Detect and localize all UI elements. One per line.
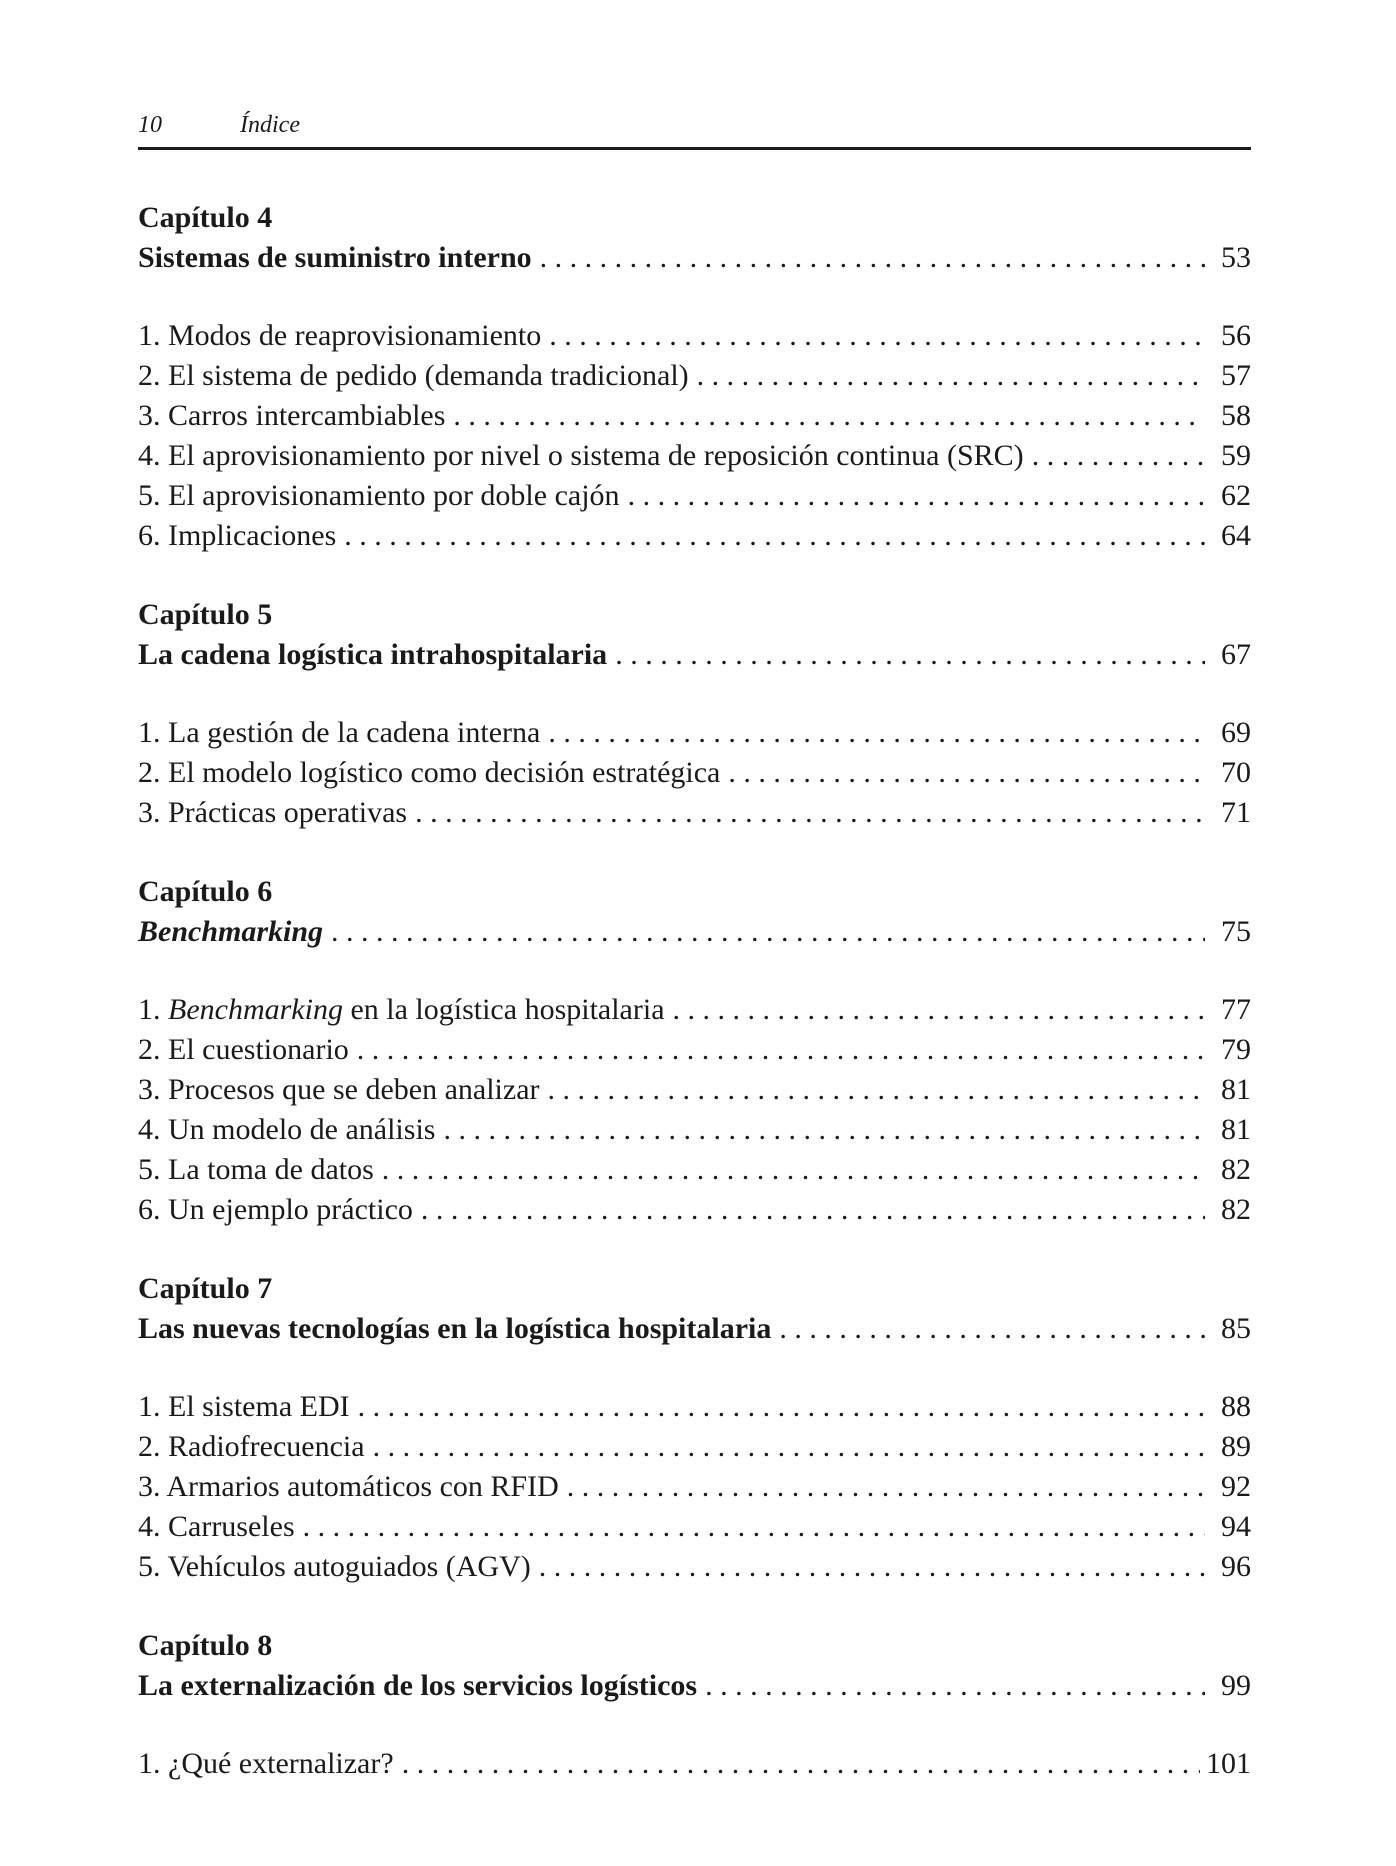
chapter-title: Las nuevas tecnologías en la logística hospitalaria bbox=[138, 1312, 772, 1345]
toc-entry-page-number: 101 bbox=[1206, 1747, 1251, 1780]
dot-leader bbox=[358, 1387, 1205, 1427]
chapter-page-number: 75 bbox=[1221, 915, 1251, 948]
chapter-title-entry[interactable] bbox=[138, 1309, 1251, 1349]
toc-entry-label: 1. El sistema EDI bbox=[138, 1390, 350, 1423]
toc-entry-label bbox=[138, 990, 665, 1030]
chapter-title-italic: Benchmarking bbox=[138, 915, 324, 948]
chapter-title: Sistemas de suministro interno bbox=[138, 241, 532, 274]
toc-entry-label: 5. La toma de datos bbox=[138, 1153, 374, 1186]
chapter-page-number: 53 bbox=[1221, 241, 1251, 274]
toc-entry-prefix: 1. bbox=[138, 993, 168, 1026]
toc-entry-rest: en la logística hospitalaria bbox=[342, 993, 665, 1026]
toc-entry-label: 3. Armarios automáticos con RFID bbox=[138, 1470, 559, 1503]
toc-entry-page-number: 79 bbox=[1221, 1033, 1251, 1066]
toc-entry-page-number: 82 bbox=[1221, 1193, 1251, 1226]
chapter-title: La externalización de los servicios logísticos bbox=[138, 1669, 698, 1702]
toc-entry-page-number: 62 bbox=[1221, 479, 1251, 512]
toc-entry[interactable] bbox=[138, 1744, 1251, 1784]
toc-entry[interactable] bbox=[138, 1150, 1251, 1190]
toc-entry-page-number: 92 bbox=[1221, 1470, 1251, 1503]
chapter-block bbox=[138, 872, 1251, 1230]
toc-entry[interactable] bbox=[138, 793, 1251, 833]
toc-entry-label: 2. El modelo logístico como decisión estratégica bbox=[138, 756, 721, 789]
toc-entry-label: 1. ¿Qué externalizar? bbox=[138, 1747, 394, 1780]
toc-entry-label: 6. Un ejemplo práctico bbox=[138, 1193, 413, 1226]
toc-entry[interactable] bbox=[138, 1547, 1251, 1587]
dot-leader bbox=[539, 1547, 1205, 1587]
chapter-page-number: 99 bbox=[1221, 1669, 1251, 1702]
toc-entry[interactable] bbox=[138, 1070, 1251, 1110]
header-rule bbox=[138, 147, 1251, 150]
dot-leader bbox=[453, 396, 1205, 436]
toc-entry-label: 4. Un modelo de análisis bbox=[138, 1113, 436, 1146]
toc-entry-label: 2. El cuestionario bbox=[138, 1033, 349, 1066]
chapter-block bbox=[138, 198, 1251, 556]
toc-entry-label: 2. Radiofrecuencia bbox=[138, 1430, 365, 1463]
toc-entry-page-number: 69 bbox=[1221, 716, 1251, 749]
spacer bbox=[138, 1706, 1251, 1744]
toc-entry-label: 5. El aprovisionamiento por doble cajón bbox=[138, 479, 620, 512]
toc-entry[interactable] bbox=[138, 1427, 1251, 1467]
toc-entry-italic: Benchmarking bbox=[168, 993, 343, 1026]
toc-entry-label: 1. Modos de reaprovisionamiento bbox=[138, 319, 542, 352]
dot-leader bbox=[615, 635, 1205, 675]
toc-entry[interactable] bbox=[138, 436, 1251, 476]
toc-entry-label: 1. La gestión de la cadena interna bbox=[138, 716, 541, 749]
dot-leader bbox=[373, 1427, 1205, 1467]
toc-entry-label: 3. Procesos que se deben analizar bbox=[138, 1073, 540, 1106]
toc-entry-label: 3. Carros intercambiables bbox=[138, 399, 446, 432]
toc-entry-label: 5. Vehículos autoguiados (AGV) bbox=[138, 1550, 531, 1583]
toc-entry-label: 6. Implicaciones bbox=[138, 519, 337, 552]
toc-entry-page-number: 59 bbox=[1221, 439, 1251, 472]
chapter-page-number: 67 bbox=[1221, 638, 1251, 671]
toc-entry-page-number: 96 bbox=[1221, 1550, 1251, 1583]
toc-entry-page-number: 58 bbox=[1221, 399, 1251, 432]
toc-entry-label: 4. Carruseles bbox=[138, 1510, 295, 1543]
toc-entry-page-number: 77 bbox=[1221, 993, 1251, 1026]
dot-leader bbox=[549, 316, 1205, 356]
toc-entry[interactable] bbox=[138, 1507, 1251, 1547]
chapter-title-entry[interactable] bbox=[138, 635, 1251, 675]
toc-entry[interactable] bbox=[138, 316, 1251, 356]
dot-leader bbox=[697, 356, 1205, 396]
dot-leader bbox=[779, 1309, 1205, 1349]
dot-leader bbox=[421, 1190, 1205, 1230]
toc-entry[interactable] bbox=[138, 1190, 1251, 1230]
chapter-title-entry[interactable] bbox=[138, 1666, 1251, 1706]
toc-entry-page-number: 64 bbox=[1221, 519, 1251, 552]
table-of-contents bbox=[138, 198, 1251, 1784]
toc-entry-page-number: 71 bbox=[1221, 796, 1251, 829]
toc-entry-label: 2. El sistema de pedido (demanda tradicional) bbox=[138, 359, 689, 392]
toc-entry-page-number: 81 bbox=[1221, 1073, 1251, 1106]
dot-leader bbox=[382, 1150, 1205, 1190]
toc-entry-page-number: 89 bbox=[1221, 1430, 1251, 1463]
spacer bbox=[138, 278, 1251, 316]
chapter-label: Capítulo 7 bbox=[138, 1272, 273, 1305]
dot-leader bbox=[415, 793, 1205, 833]
toc-entry-page-number: 81 bbox=[1221, 1113, 1251, 1146]
chapter-title: La cadena logística intrahospitalaria bbox=[138, 638, 608, 671]
toc-entry[interactable] bbox=[138, 356, 1251, 396]
toc-entry[interactable] bbox=[138, 1030, 1251, 1070]
toc-entry[interactable] bbox=[138, 753, 1251, 793]
toc-entry-label: 4. El aprovisionamiento por nivel o sistema de reposición continua (SRC) bbox=[138, 439, 1024, 472]
chapter-title-entry[interactable] bbox=[138, 238, 1251, 278]
dot-leader bbox=[1032, 436, 1205, 476]
spacer bbox=[138, 675, 1251, 713]
dot-leader bbox=[443, 1110, 1205, 1150]
chapter-label: Capítulo 4 bbox=[138, 201, 273, 234]
dot-leader bbox=[673, 990, 1205, 1030]
toc-entry-page-number: 88 bbox=[1221, 1390, 1251, 1423]
chapter-label: Capítulo 5 bbox=[138, 598, 273, 631]
dot-leader bbox=[705, 1666, 1205, 1706]
chapter-block bbox=[138, 1626, 1251, 1784]
chapter-block bbox=[138, 595, 1251, 833]
toc-entry-page-number: 94 bbox=[1221, 1510, 1251, 1543]
chapter-page-number: 85 bbox=[1221, 1312, 1251, 1345]
chapter-label: Capítulo 8 bbox=[138, 1629, 273, 1662]
spacer bbox=[138, 1349, 1251, 1387]
toc-entry[interactable] bbox=[138, 516, 1251, 556]
dot-leader bbox=[548, 1070, 1205, 1110]
toc-entry-page-number: 56 bbox=[1221, 319, 1251, 352]
dot-leader bbox=[628, 476, 1205, 516]
dot-leader bbox=[548, 713, 1205, 753]
chapter-title bbox=[138, 912, 323, 952]
running-head bbox=[138, 108, 1251, 148]
toc-entry[interactable] bbox=[138, 990, 1251, 1030]
toc-entry-label: 3. Prácticas operativas bbox=[138, 796, 408, 829]
toc-entry[interactable] bbox=[138, 1387, 1251, 1427]
chapter-block bbox=[138, 1269, 1251, 1587]
toc-entry[interactable] bbox=[138, 396, 1251, 436]
chapter-title-entry[interactable] bbox=[138, 912, 1251, 952]
toc-entry[interactable] bbox=[138, 1110, 1251, 1150]
toc-entry-page-number: 57 bbox=[1221, 359, 1251, 392]
section-title: Índice bbox=[240, 112, 300, 138]
toc-entry[interactable] bbox=[138, 1467, 1251, 1507]
dot-leader bbox=[357, 1030, 1205, 1070]
spacer bbox=[138, 952, 1251, 990]
dot-leader bbox=[331, 912, 1205, 952]
chapter-label: Capítulo 6 bbox=[138, 875, 273, 908]
dot-leader bbox=[728, 753, 1205, 793]
toc-entry[interactable] bbox=[138, 713, 1251, 753]
page-number: 10 bbox=[138, 112, 162, 138]
dot-leader bbox=[567, 1467, 1205, 1507]
dot-leader bbox=[303, 1507, 1205, 1547]
toc-entry-page-number: 70 bbox=[1221, 756, 1251, 789]
dot-leader bbox=[540, 238, 1205, 278]
dot-leader bbox=[402, 1744, 1200, 1784]
dot-leader bbox=[344, 516, 1205, 556]
toc-entry-page-number: 82 bbox=[1221, 1153, 1251, 1186]
toc-entry[interactable] bbox=[138, 476, 1251, 516]
